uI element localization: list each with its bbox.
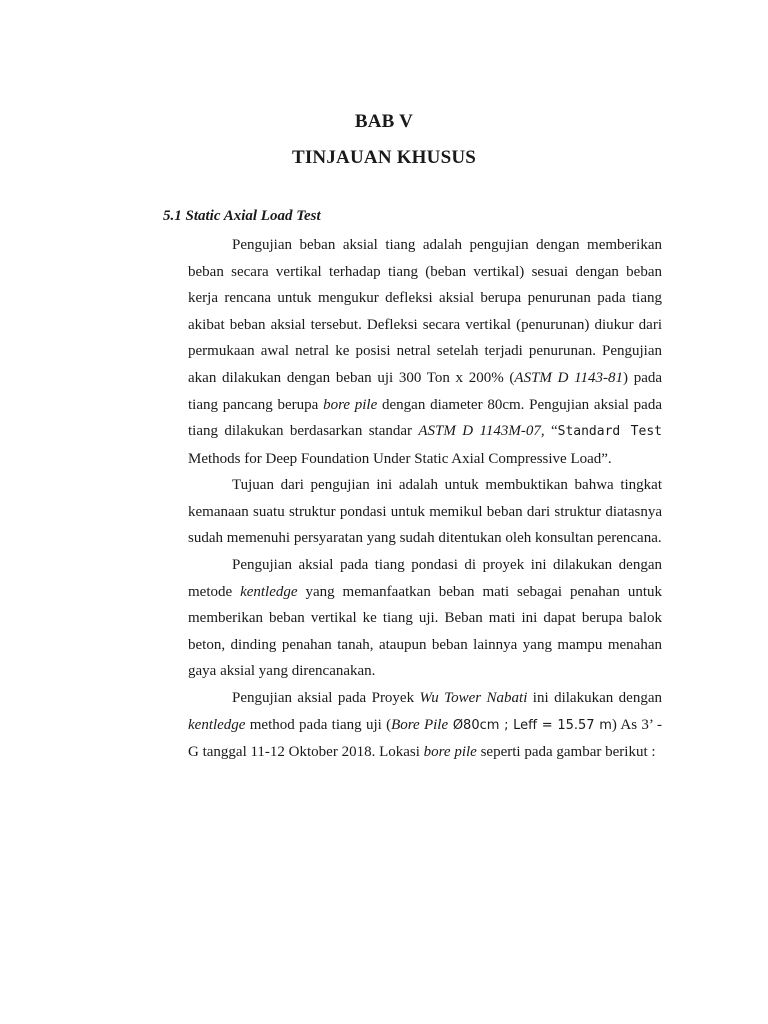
text: Methods for Deep Foundation Under Static Axial Compressive Load <box>188 450 602 467</box>
paragraph-2 <box>188 472 662 552</box>
chapter-number: BAB V <box>354 111 414 132</box>
term: kentledge <box>188 716 246 733</box>
project-name: Wu Tower Nabati <box>419 690 528 706</box>
term: bore pile <box>323 396 378 413</box>
text: seperti pada gambar berikut : <box>476 744 656 761</box>
text: ”. <box>601 450 612 467</box>
text: dengan diameter 80cm. Pengujian aksial pada tiang dilakukan berdasarkan standar <box>188 396 662 440</box>
term: kentledge <box>240 583 298 600</box>
term: Bore Pile <box>391 716 449 733</box>
text: Pengujian beban aksial tiang adalah pengujian dengan memberikan beban secara vertikal terhadap tiang (beban vertikal) sesuai dengan beban kerja rencana untuk mengukur defleksi aksial berupa penurunan pada tiang akibat beban aksial tersebut. Defleksi secara vertikal (penurunan) diukur dari permukaan awal netral ke posisi netral setelah terjadi penurunan. Pengujian akan dilakukan dengan beban uji 300 Ton x 200% ( <box>188 237 662 386</box>
text: method pada tiang uji ( <box>245 716 392 733</box>
section-heading: 5.1 Static Axial Load Test <box>163 208 321 224</box>
standard-ref: ASTM D 1143-81 <box>514 369 624 386</box>
text: Standard Test <box>557 424 662 440</box>
text: “ <box>544 423 558 440</box>
text: Pengujian aksial pada Proyek <box>232 690 420 706</box>
text: ) pada tiang pancang berupa <box>188 369 663 413</box>
paragraph-4 <box>188 685 662 766</box>
chapter-title: TINJAUAN KHUSUS <box>291 147 477 168</box>
text: ini dilakukan dengan <box>527 690 662 706</box>
text: yang memanfaatkan beban mati sebagai penahan untuk memberikan beban vertikal ke tiang uji. Beban mati ini dapat berupa balok beton, dinding penahan tanah, ataupun beban lainnya yang mampu menahan gaya aksial yang direncanakan. <box>188 583 662 680</box>
term: bore pile <box>423 744 477 761</box>
text: Pengujian aksial pada tiang pondasi di proyek ini dilakukan dengan metode <box>188 557 662 600</box>
pile-spec: Ø80cm ; Leff = 15.57 m <box>448 717 612 733</box>
paragraph-1 <box>188 232 662 472</box>
text: ) As 3’ - G tanggal 11-12 Oktober 2018. Lokasi <box>188 716 662 761</box>
paragraph-3 <box>188 552 662 685</box>
standard-ref: ASTM D 1143M-07, <box>418 423 545 440</box>
text: Tujuan dari pengujian ini adalah untuk membuktikan bahwa tingkat kemanaan suatu struktur pondasi untuk memikul beban dari struktur diatasnya sudah memenuhi persyaratan yang sudah ditentukan oleh konsultan perencana. <box>188 477 662 547</box>
